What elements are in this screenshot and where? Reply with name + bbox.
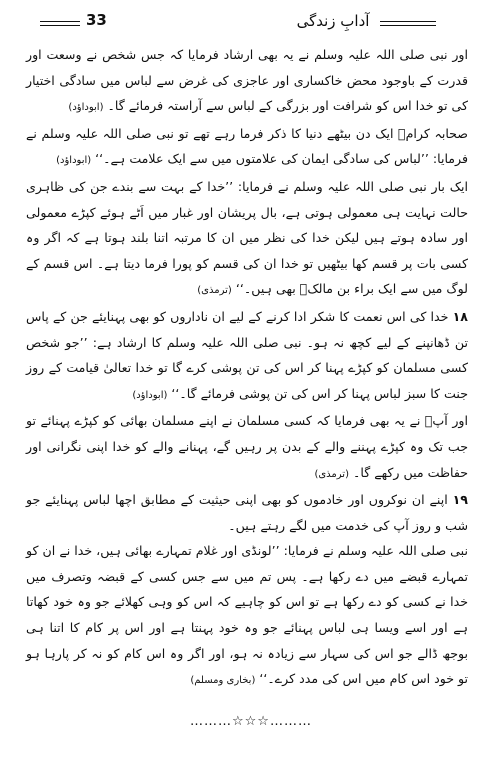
book-title: آدابِ زندگی <box>296 12 370 30</box>
reference-abu-dawud: (ابوداؤد) <box>56 155 92 167</box>
reference-abu-dawud: (ابوداؤد) <box>132 389 168 401</box>
section-number: ١٨ <box>452 308 468 324</box>
page-body <box>26 42 468 694</box>
paragraph-clothe-servants: ١٩ اپنے ان نوکروں اور خادموں کو بھی اپنی حیثیت کے مطابق اچھا لباس پہنایئے جو شب و روز آپ کی خدمت میں لگے رہتے ہیں۔ <box>26 492 468 533</box>
section-number: ١٩ <box>452 492 468 508</box>
paragraph-humility-dress: اور نبی صلی اللہ علیہ وسلم نے یہ بھی ارشاد فرمایا کہ جس شخص نے وسعت اور قدرت کے باوجود محض خاکساری اور عاجزی کی غرض سے لباس میں سادگی اختیار کی تو خدا اس کو شرافت اور بزرگی کے لباس سے آراستہ فرمائے گا۔ (ابوداؤد) <box>26 47 468 114</box>
page-header <box>0 10 494 34</box>
paragraph-clothe-the-poor: ١٨ خدا کی اس نعمت کا شکر ادا کرنے کے لیے ان ناداروں کو بھی پہنایئے جن کے پاس تن ڈھانپنے کے لیے کچھ نہ ہو۔ نبی صلی اللہ علیہ وسلم کا ارشاد ہے: ’’جو شخص کسی مسلمان کو کپڑے پہنا کر اس کی تن پوشی کرے گا تو خدا تعالیٰ قیامت کے روز جنت کا سبز لباس پہنا کر اس کی تن پوشی فرمائے گا۔‘‘ (ابوداؤد) <box>26 308 468 401</box>
reference-tirmidhi: (ترمذی) <box>197 285 232 297</box>
star-divider: ………☆☆☆……… <box>190 714 312 729</box>
reference-abu-dawud: (ابوداؤد) <box>68 102 104 114</box>
header-rule-left <box>40 21 80 26</box>
page-number: 33 <box>86 11 107 29</box>
paragraph-servants-are-brothers: نبی صلی اللہ علیہ وسلم نے فرمایا: ’’لونڈی اور غلام تمہارے بھائی ہیں، خدا نے ان کو تمہارے قبضے میں دے رکھا ہے۔ پس تم میں سے جس کسی کے قبضہ وتصرف میں خدا نے کسی کو دے رکھا ہے تو اس کو چاہیے کہ اس کو وہی کھلائے جو وہ خود کھاتا ہے اور اسے ویسا ہی لباس پہنائے جو وہ خود پہنتا ہے اور اس پر کام کا اتنا ہی بوجھ ڈالے جو اس کی سہار سے زیادہ نہ ہو، اور اگر وہ اس کام کو نہ کر پارہا ہو تو خود اس کام میں اس کی مدد کرے۔‘‘ (بخاری ومسلم) <box>26 543 468 687</box>
paragraph-clothing-a-brother: اور آپؐ نے یہ بھی فرمایا کہ کسی مسلمان نے اپنے مسلمان بھائی کو کپڑے پہنائے تو جب تک وہ کپڑے پہننے والے کے بدن پر رہیں گے، پہنانے والے کو خدا اپنی نگرانی اور حفاظت میں رکھے گا۔ (ترمذی) <box>26 413 468 480</box>
header-rule-right <box>380 21 436 26</box>
reference-bukhari-muslim: (بخاری ومسلم) <box>190 675 256 687</box>
reference-tirmidhi: (ترمذی) <box>314 468 349 480</box>
paragraph-humble-servants: ایک بار نبی صلی اللہ علیہ وسلم نے فرمایا: ’’خدا کے بہت سے بندے جن کی ظاہری حالت نہایت ہی معمولی ہوتی ہے، بال پریشان اور غبار میں اَٹے ہوئے کپڑے معمولی اور سادہ ہوتے ہیں لیکن خدا کی نظر میں ان کا مرتبہ اتنا بلند ہوتا ہے کہ اگر وہ کسی بات پر قسم کھا بیٹھیں تو خدا ان کی قسم کو پورا فرما دیتا ہے۔ اس قسم کے لوگ میں سے ایک براء بن مالکؓ بھی ہیں۔‘‘ (ترمذی) <box>26 178 468 297</box>
paragraph-simplicity-faith: صحابہ کرامؓ ایک دن بیٹھے دنیا کا ذکر فرما رہے تھے تو نبی صلی اللہ علیہ وسلم نے فرمایا: ’’لباس کی سادگی ایمان کی علامتوں میں سے ایک علامت ہے۔‘‘ (ابوداؤد) <box>26 125 468 167</box>
